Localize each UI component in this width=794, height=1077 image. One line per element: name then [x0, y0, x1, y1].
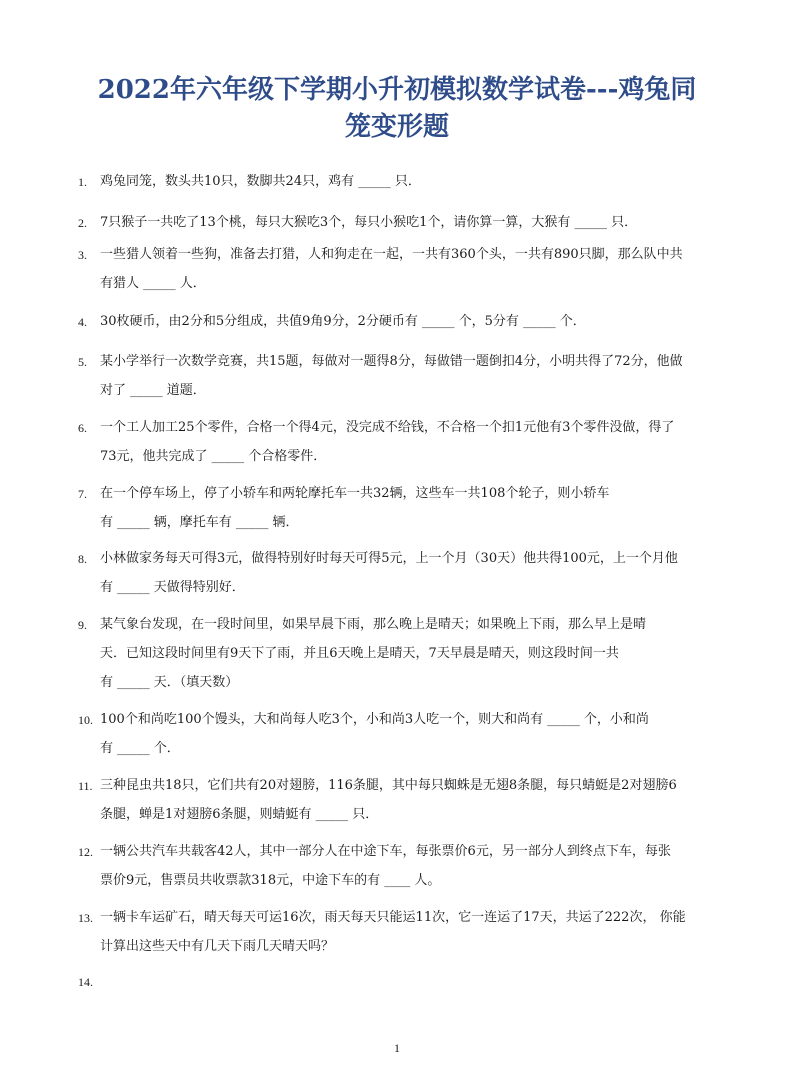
question-text-line: 有 _____ 个． [100, 741, 180, 756]
question-number: 14. [78, 975, 93, 989]
question-text-line: 30枚硬币，由2分和5分组成，共值9角9分，2分硬币有 _____ 个，5分有 _____ 个． [100, 314, 586, 329]
question-text-line: 鸡兔同笼，数头共10只，数脚共24只，鸡有 _____ 只． [100, 174, 421, 189]
question-number: 8. [78, 552, 87, 566]
question-text-line: 7只猴子一共吃了13个桃，每只大猴吃3个，每只小猴吃1个，请你算一算，大猴有 _____ 只． [100, 215, 638, 230]
question-text-line: 一个工人加工25个零件，合格一个得4元，没完成不给钱，不合格一个扣1元他有3个零件没做，得了 [100, 420, 675, 435]
question-number: 10. [78, 713, 93, 727]
question-number: 7. [78, 487, 87, 501]
question-text-line: 票价9元，售票员共收票款318元，中途下车的有 ____ 人。 [100, 873, 441, 888]
question-text-line: 计算出这些天中有几天下雨几天晴天吗？ [100, 939, 335, 954]
question-text-line: 100个和尚吃100个馒头，大和尚每人吃3个，小和尚3人吃一个，则大和尚有 _____ 个，小和尚 [100, 712, 649, 727]
question-text-line: 对了 _____ 道题． [100, 383, 206, 398]
question-text-line: 有 _____ 辆，摩托车有 _____ 辆． [100, 515, 299, 530]
question-number: 5. [78, 355, 87, 369]
question-number: 2. [78, 216, 87, 230]
question-text-line: 一些猎人领着一些狗，准备去打猎，人和狗走在一起，一共有360个头，一共有890只脚，那么队中共 [100, 247, 683, 262]
question-text-line: 天．已知这段时间里有9天下了雨，并且6天晚上是晴天，7天早晨是晴天，则这段时间一共 [100, 646, 619, 661]
question-text-line: 在一个停车场上，停了小轿车和两轮摩托车一共32辆，这些车一共108个轮子，则小轿车 [100, 486, 610, 501]
question-number: 9. [78, 618, 87, 632]
question-text-line: 73元，他共完成了 _____ 个合格零件． [100, 449, 327, 464]
question-text-line: 某小学举行一次数学竞赛，共15题，每做对一题得8分，每做错一题倒扣4分，小明共得了72分，他做 [100, 354, 683, 369]
question-text-line: 某气象台发现，在一段时间里，如果早晨下雨，那么晚上是晴天；如果晚上下雨，那么早上是晴 [100, 617, 647, 632]
question-text-line: 有 _____ 天做得特别好． [100, 580, 245, 595]
question-number: 3. [78, 248, 87, 262]
question-text-line: 有猎人 _____ 人． [100, 276, 206, 291]
title-line-2: 笼变形题 [344, 112, 449, 142]
question-number: 13. [78, 911, 93, 925]
question-text-line: 有 _____ 天．（填天数） [100, 675, 239, 690]
question-number: 11. [78, 779, 93, 793]
question-number: 12. [78, 845, 93, 859]
question-text-line: 一辆公共汽车共载客42人，其中一部分人在中途下车，每张票价6元，另一部分人到终点下车，每张 [100, 844, 671, 859]
question-number: 1. [78, 175, 87, 189]
question-text-line: 小林做家务每天可得3元，做得特别好时每天可得5元，上一个月（30天）他共得100元，上一个月他 [100, 551, 678, 566]
question-text-line: 条腿，蝉是1对翅膀6条腿，则蜻蜓有 _____ 只． [100, 807, 379, 822]
page-number: 1 [394, 1041, 400, 1055]
title-line-1: 2022年六年级下学期小升初模拟数学试卷---鸡兔同 [97, 75, 697, 105]
question-text-line: 一辆卡车运矿石，晴天每天可运16次，雨天每天只能运11次，它一连运了17天，共运了222次， 你能 [100, 910, 686, 925]
question-number: 6. [78, 421, 87, 435]
question-number: 4. [78, 315, 87, 329]
question-text-line: 三种昆虫共18只，它们共有20对翅膀，116条腿，其中每只蜘蛛是无翅8条腿，每只蜻蜓是2对翅膀6 [100, 778, 677, 793]
